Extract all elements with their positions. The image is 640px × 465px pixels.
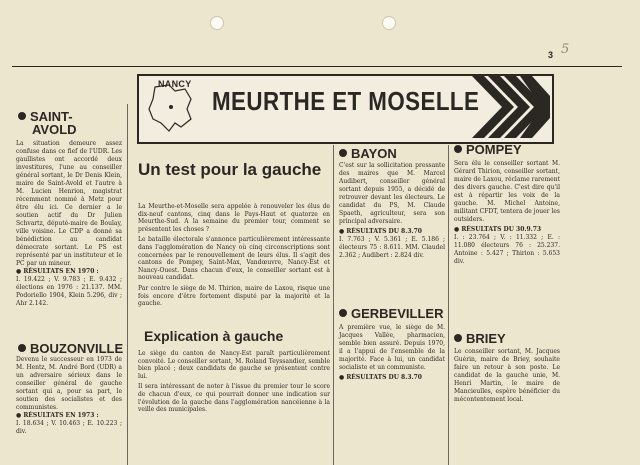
article-saint-avold: La situation demeure assez confuse dans ce fief de l'UDR. Les gaullistes ont accordé deux investitures, l'une au conseiller général sortant, le Dr Denis Klein, maire de Saint-Avold et l'autre à M. Lucien Henrion, magistrat récemment nommé à Metz pour être élu ici. Ce dernier a le soutien actif du Dr Julien Schvartz, député-maire de Boulay, ville voisine. Le CDP a donné sa bénédiction au candidat démocrate sortant. Le PS est représenté par un instituteur et le PC par un mineur. ● RÉSULTATS EN 1970 : I. 19.422 ; V. 9.783 ; E. 9.432 ; élections en 1976 : 21.137. MM. Podoriello 1904, Klein 5.296, div ; Ahr 2.142. bbox=[16, 140, 122, 307]
bullet-icon bbox=[18, 112, 26, 120]
handwritten-page-mark: 5 bbox=[561, 42, 570, 57]
map-label: NANCY bbox=[158, 79, 192, 89]
headline-bouzonville: BOUZONVILLE bbox=[18, 341, 123, 356]
main-article-continued: Le siège du canton de Nancy-Est paraît particulièrement convoité. Le conseiller sortant, M. Roland Teyssandier, semble bien placé ; deux candidats de gauche se présentent contre lui. Il sera intéressant de noter à l'issue du premier tour le score de chacun d'eux, ce qui pourrait donner une indication sur l'évolution de la gauche dans l'agglomération nancéienne à la veille des municipales. bbox=[138, 350, 330, 414]
bullet-icon bbox=[454, 145, 462, 153]
headline-saint-avold: SAINT- bbox=[18, 109, 73, 124]
arrow-stripes-graphic bbox=[472, 74, 552, 140]
bullet-icon bbox=[339, 309, 347, 317]
bullet-icon bbox=[454, 334, 462, 342]
main-subheading: Explication à gauche bbox=[144, 328, 284, 344]
article-bayon: C'est sur la sollicitation pressante des maires que M. Marcel Audibert, conseiller général sortant depuis 1955, a décidé de retrouver devant les électeurs. Le candidat du PS, M. Claude Spaeth, agriculteur, sera son principal adversaire. ● RÉSULTATS DU 8.3.70 I. 7.763 ; V. 5.361 ; E. 5.186 ; électeurs 75 : 8.611. MM. Claudel 2.362 ; Audibert : 2.824 div. bbox=[339, 162, 445, 259]
punch-hole bbox=[382, 16, 396, 30]
page-number: 3 bbox=[548, 50, 554, 60]
article-bouzonville: Devenu le successeur en 1973 de M. Hentz, M. André Bord (UDR) a un adversaire sérieux dans le conseiller général de gauche sortant qui a, pour sa part, le soutien des socialistes et des communistes. ● RÉSULTATS EN 1973 : I. 18.634 ; V. 10.463 ; E. 10.223 ; div. bbox=[16, 356, 122, 435]
headline-briey: BRIEY bbox=[454, 331, 506, 346]
bullet-icon bbox=[18, 344, 26, 352]
column-rule bbox=[127, 104, 128, 465]
top-rule bbox=[12, 66, 622, 67]
column-rule bbox=[333, 145, 334, 465]
punch-hole bbox=[210, 16, 224, 30]
headline-saint-avold-line2: AVOLD bbox=[32, 122, 77, 137]
main-headline: Un test pour la gauche bbox=[138, 160, 322, 179]
article-pompey: Sera élu le conseiller sortant M. Gérard Thirion, conseiller sortant, maire de Laxou, réclame rarement des divers gauche. C'est dire qu'il est à répartir les voix de la gauche. M. Michel Antoine, militant CFDT, tentera de jouer les outsiders. ● RÉSULTATS DU 30.9.73 I. : 23.764 ; V. : 11.332 ; E. : 11.080 électeurs 76 : 25.237. Antoine : 5.427 ; Thirion : 5.653 div. bbox=[454, 160, 560, 265]
article-gerbeviller: A première vue, le siège de M. Jacques Vallée, pharmacien, semble bien assuré. Depuis 1970, il a l'appui de l'ensemble de la majorité. Face à lui, un candidat socialiste et un communiste. ● RÉSULTATS DU 8.3.70 bbox=[339, 324, 445, 381]
article-briey: Le conseiller sortant, M. Jacques Guérin, maire de Briey, souhaite faire un retour à son poste. Le candidat de la gauche unie, M. Henri Martin, le maire de Mancieulles, espère bénéficier du mécontentement local. bbox=[454, 348, 560, 403]
main-article: La Meurthe-et-Moselle sera appelée à renouveler les élus de dix-neuf cantons, cinq dans le Pays-Haut et quatorze en Meurthe-Sud. A la semaine du premier tour, comment se présentent les choses ? Le bataille électorale s'annonce particulièrement intéressante dans l'agglomération de Nancy où cinq circonscriptions sont concernées par le renouvellement de leurs élus. Il s'agit des cantons de Pompey, Saint-Max, Vandœuvre, Nancy-Est et Nancy-Ouest. Dans chacun d'eux, le conseiller sortant est à nouveau candidat. Par contre le siège de M. Thirion, maire de Laxou, risque une fois encore d'être fortement disputé par la majorité et la gauche. bbox=[138, 203, 330, 308]
column-rule bbox=[448, 145, 449, 465]
section-title: MEURTHE ET MOSELLE bbox=[212, 86, 480, 116]
headline-bayon: BAYON bbox=[339, 146, 397, 161]
bullet-icon bbox=[339, 149, 347, 157]
headline-gerbeviller: GERBEVILLER bbox=[339, 306, 443, 321]
headline-pompey: POMPEY bbox=[454, 142, 522, 157]
